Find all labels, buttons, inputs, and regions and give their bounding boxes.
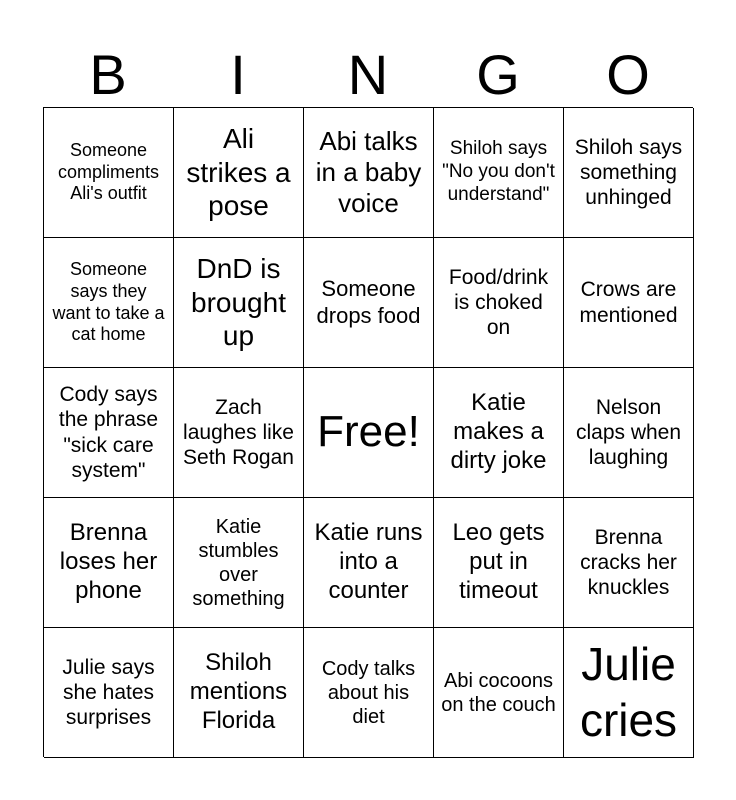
free-space-text: Free!: [317, 407, 420, 457]
bingo-cell-text: Someone drops food: [316, 276, 421, 328]
free-space-cell[interactable]: [304, 368, 434, 498]
bingo-cell[interactable]: [44, 498, 174, 628]
header-letter-n: N: [347, 43, 389, 106]
bingo-board: [43, 107, 693, 757]
bingo-cell[interactable]: [434, 628, 564, 758]
bingo-cell-text: Katie makes a dirty joke: [450, 389, 547, 474]
bingo-cell[interactable]: [44, 368, 174, 498]
bingo-cell[interactable]: [434, 108, 564, 238]
bingo-cell-text: Brenna loses her phone: [59, 519, 158, 604]
bingo-cell-text: Abi cocoons on the couch: [441, 669, 556, 716]
bingo-cell[interactable]: [304, 238, 434, 368]
bingo-cell[interactable]: [564, 108, 694, 238]
bingo-cell-text: Shiloh says something unhinged: [574, 135, 683, 210]
header-letter-g: G: [476, 43, 520, 106]
bingo-cell[interactable]: [434, 368, 564, 498]
bingo-cell[interactable]: [174, 498, 304, 628]
bingo-cell[interactable]: [174, 108, 304, 238]
bingo-cell[interactable]: [304, 108, 434, 238]
bingo-cell-text: Katie stumbles over something: [192, 515, 285, 610]
header-letter-i: I: [230, 43, 246, 106]
header-letter-b: B: [89, 43, 127, 106]
bingo-cell-text: Brenna cracks her knuckles: [580, 525, 677, 600]
bingo-cell[interactable]: [564, 498, 694, 628]
bingo-header: [43, 42, 693, 108]
bingo-cell[interactable]: [434, 238, 564, 368]
bingo-cell-text: Cody talks about his diet: [321, 657, 416, 728]
bingo-cell[interactable]: [44, 108, 174, 238]
bingo-cell-text: Someone says they want to take a cat home: [52, 259, 165, 345]
bingo-cell-text: DnD is brought up: [191, 253, 286, 352]
bingo-cell-text: Food/drink is choked on: [448, 265, 549, 340]
bingo-cell-text: Julie cries: [579, 638, 678, 746]
bingo-cell-text: Katie runs into a counter: [314, 519, 423, 604]
bingo-cell-text: Cody says the phrase "sick care system": [58, 383, 159, 482]
bingo-cell[interactable]: [304, 498, 434, 628]
bingo-cell[interactable]: [564, 368, 694, 498]
header-letter-o: O: [606, 43, 650, 106]
bingo-cell-text: Ali strikes a pose: [186, 123, 291, 222]
bingo-cell[interactable]: [174, 368, 304, 498]
bingo-cell[interactable]: [174, 238, 304, 368]
bingo-cell[interactable]: [174, 628, 304, 758]
bingo-cell[interactable]: [434, 498, 564, 628]
bingo-cell-text: Zach laughes like Seth Rogan: [183, 395, 294, 470]
bingo-cell-text: Abi talks in a baby voice: [315, 125, 422, 219]
bingo-cell-text: Nelson claps when laughing: [575, 395, 682, 470]
bingo-cell[interactable]: [44, 238, 174, 368]
bingo-cell-text: Julie says she hates surprises: [62, 655, 155, 730]
bingo-cell[interactable]: [564, 628, 694, 758]
bingo-cell[interactable]: [44, 628, 174, 758]
bingo-cell[interactable]: [564, 238, 694, 368]
bingo-cell[interactable]: [304, 628, 434, 758]
bingo-cell-text: Crows are mentioned: [579, 278, 678, 327]
bingo-cell-text: Shiloh says "No you don't understand": [442, 138, 555, 205]
bingo-cell-text: Leo gets put in timeout: [452, 519, 545, 604]
bingo-cell-text: Shiloh mentions Florida: [189, 649, 288, 734]
bingo-cell-text: Someone compliments Ali's outfit: [57, 140, 160, 204]
